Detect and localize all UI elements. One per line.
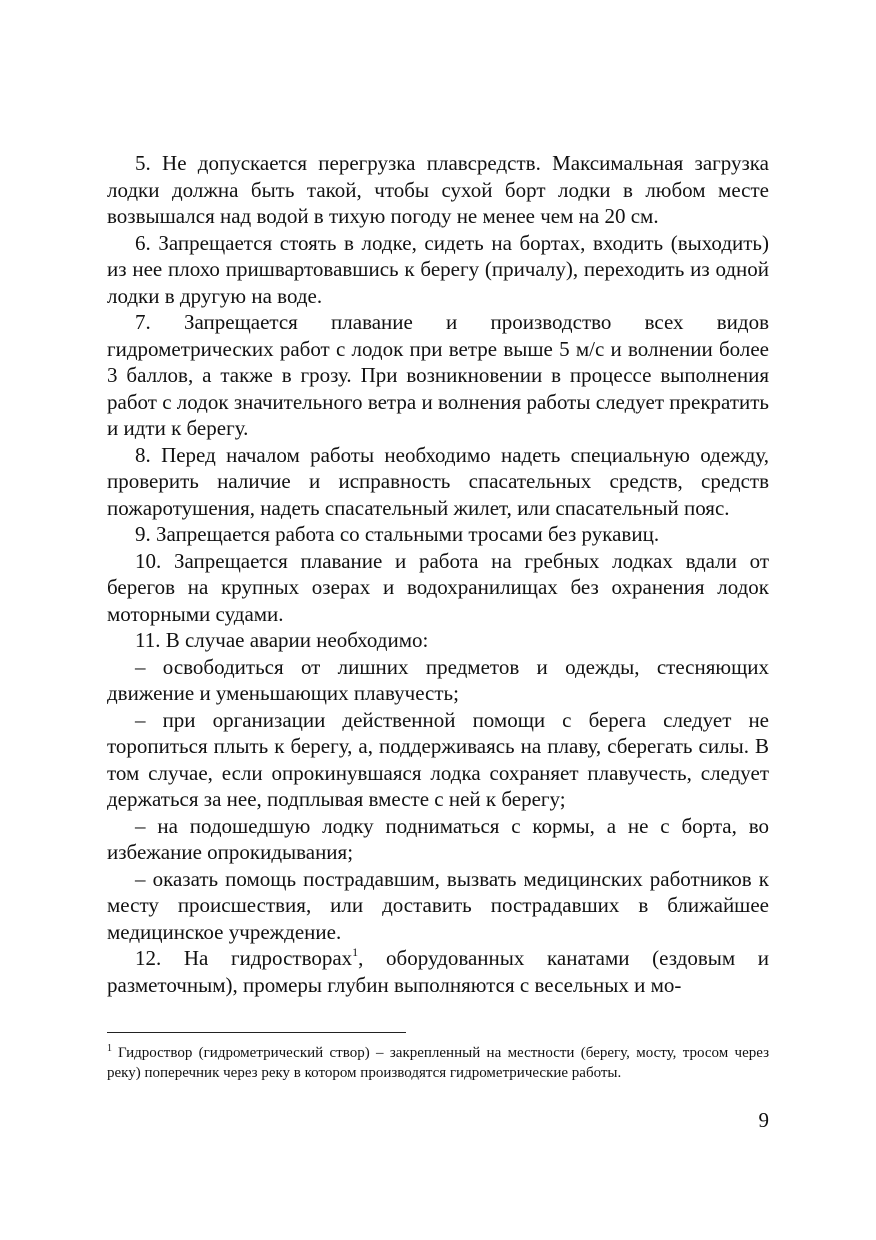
list-item-climb-from-stern: – на подошедшую лодку подниматься с кормы, а не с борта, во избежание опрокидывания;	[107, 813, 769, 864]
footnote-separator	[107, 1032, 406, 1033]
paragraph-5: 5. Не допускается перегрузка плавсредств. Максимальная загрузка лодки должна быть такой, чтобы сухой борт лодки в любом месте возвышался над водой в тихую погоду не менее чем на 20 см.	[107, 151, 769, 228]
paragraph-6: 6. Запрещается стоять в лодке, сидеть на бортах, входить (выходить) из нее плохо пришвартовавшись к берегу (причалу), переходить из одной лодки в другую на воде.	[107, 230, 769, 308]
list-item-help-from-shore: – при организации действенной помощи с берега следует не торопиться плыть к берегу, а, поддерживаясь на плаву, сберегать силы. В том случае, если опрокинувшаяся лодка сохраняет плавучесть, следует держаться за нее, подплывая вместе с ней к берегу;	[107, 707, 769, 811]
body-text	[107, 150, 769, 998]
page-number: 9	[758, 1108, 769, 1132]
paragraph-8: 8. Перед началом работы необходимо надеть специальную одежду, проверить наличие и исправность спасательных средств, средств пожаротушения, надеть спасательный жилет, или спасательный пояс.	[107, 442, 769, 520]
paragraph-12-start: 12. На гидростворах	[135, 946, 353, 970]
footnote-reference: 1	[352, 945, 359, 959]
paragraph-11: 11. В случае аварии необходимо:	[135, 628, 429, 652]
footnote-text: Гидроствор (гидрометрический створ) – закрепленный на местности (берегу, мосту, тросом через реку) поперечник через реку в котором производятся гидрометрические работы.	[107, 1045, 769, 1081]
footnote-mark: 1	[107, 1043, 112, 1054]
paragraph-7: 7. Запрещается плавание и производство всех видов гидрометрических работ с лодок при ветре выше 5 м/с и волнении более 3 баллов, а также в грозу. При возникновении в процессе выполнения работ с лодок значительного ветра и волнения работы следует прекратить и идти к берегу.	[107, 310, 769, 440]
paragraph-12-rest: , оборудованных канатами (ездовым и разметочным), промеры глубин выполняются с весельных и мо-	[107, 946, 770, 997]
paragraph-10: 10. Запрещается плавание и работа на гребных лодках вдали от берегов на крупных озерах и водохранилищах без охранения лодок моторными судами.	[107, 548, 769, 626]
footnote	[107, 1043, 769, 1083]
list-item-free-yourself: – освободиться от лишних предметов и одежды, стесняющих движение и уменьшающих плавучесть;	[107, 654, 769, 705]
list-item-help-victims: – оказать помощь пострадавшим, вызвать медицинских работников к месту происшествия, или доставить пострадавших в ближайшее медицинское учреждение.	[107, 866, 769, 944]
paragraph-9: 9. Запрещается работа со стальными тросами без рукавиц.	[135, 522, 660, 546]
paragraph-12	[107, 945, 769, 998]
